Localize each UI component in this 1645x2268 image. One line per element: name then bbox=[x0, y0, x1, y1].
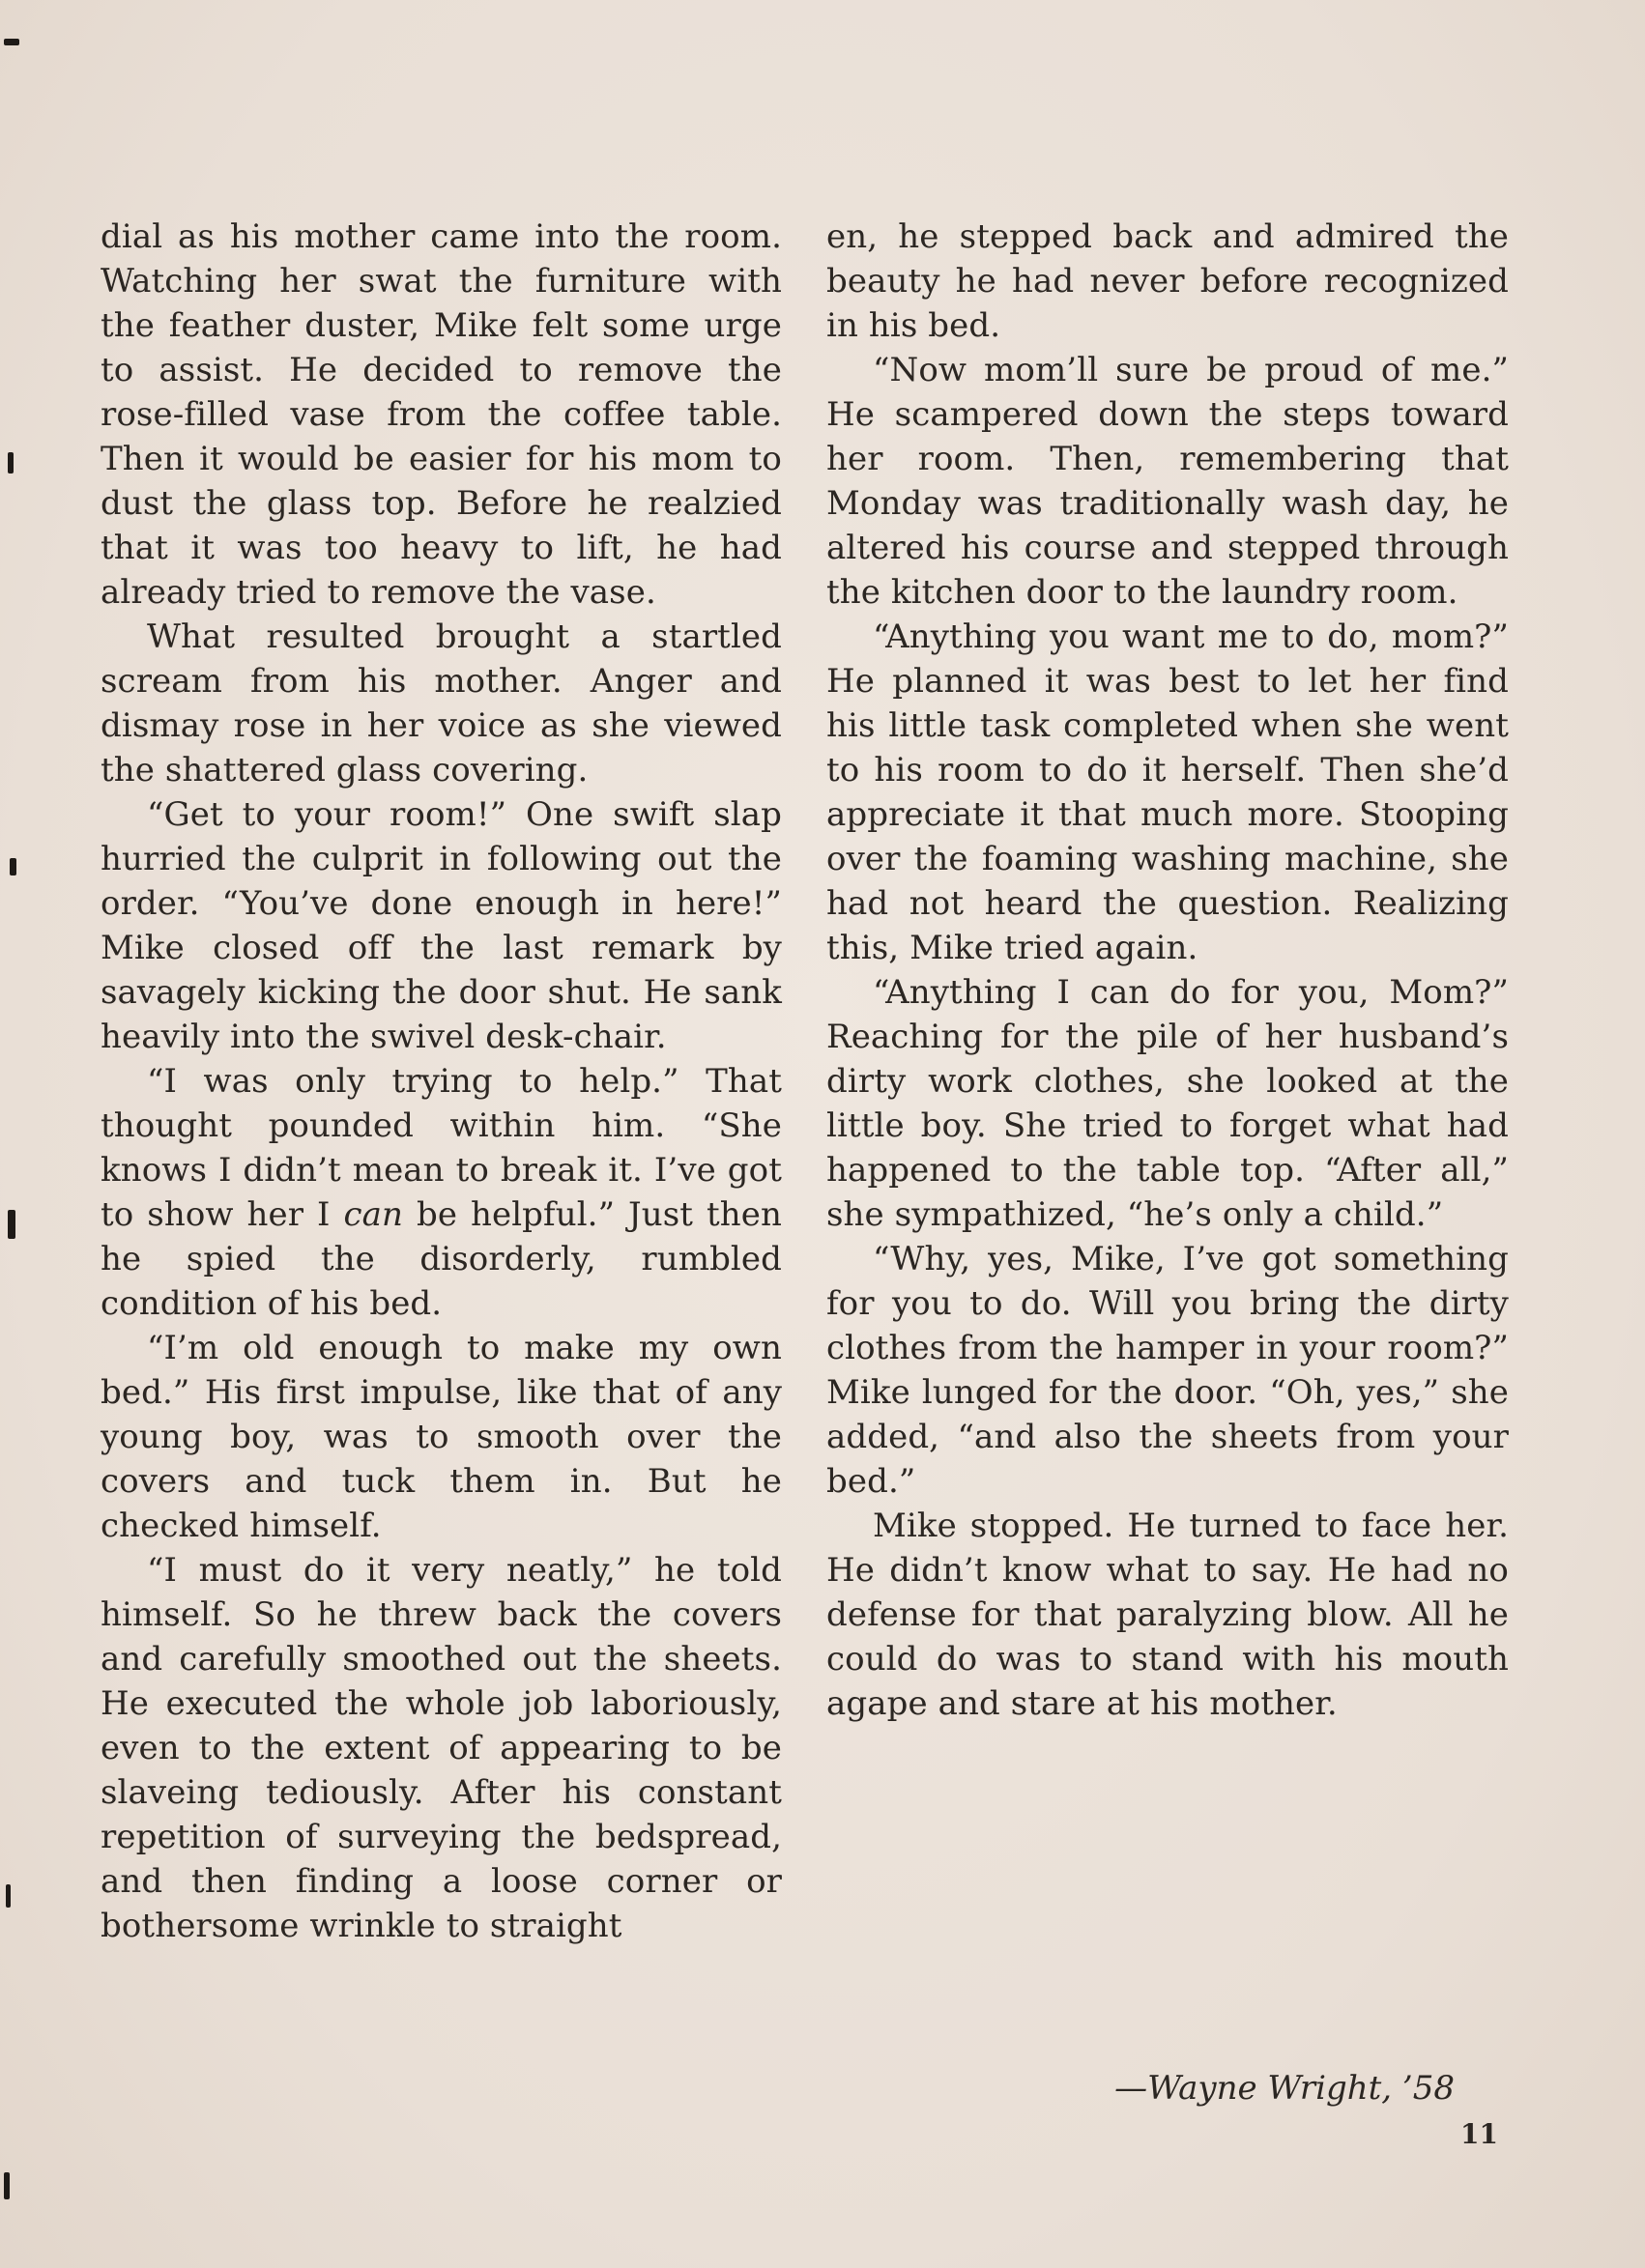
margin-speck bbox=[6, 1884, 11, 1908]
author-byline: —Wayne Wright, ’58 bbox=[1114, 2069, 1455, 2108]
paragraph: Mike stopped. He turned to face her. He didn’t know what to say. He had no defense for that paralyzing blow. All he could do was to stand with his mouth agape and stare at his mother. bbox=[826, 1507, 1509, 1723]
margin-speck bbox=[4, 2172, 10, 2199]
margin-speck bbox=[8, 452, 14, 474]
paragraph-text: “I was only trying to help.” That thought pounded within him. “She knows I didn’t mean to break it. I’ve got to show her I bbox=[101, 1062, 782, 1234]
paragraph: “I must do it very neatly,” he told himself. So he threw back the covers and carefully smoothed out the sheets. He executed the whole job laboriously, even to the extent of appearing to be slaveing tediously. After his constant repetition of surveying the bedspread, and then finding a loose corner or bothersome wrinkle to straight bbox=[101, 1551, 782, 1945]
paragraph: dial as his mother came into the room. Watching her swat the furniture with the feather duster, Mike felt some urge to assist. He decided to remove the rose-filled vase from the coffee table. Then it would be easier for his mom to dust the glass top. Before he realzied that it was too heavy to lift, he had already tried to remove the vase. bbox=[101, 217, 782, 612]
paragraph-text: be helpful.” Just then he spied the disorderly, rumbled condition of his bed. bbox=[101, 1195, 782, 1323]
paragraph: “Why, yes, Mike, I’ve got something for you to do. Will you bring the dirty clothes from the hamper in your room?” Mike lunged for the door. “Oh, yes,” she added, “and also the sheets from your bed.” bbox=[826, 1240, 1509, 1501]
left-column bbox=[101, 215, 782, 1948]
margin-speck bbox=[10, 858, 16, 876]
right-column bbox=[826, 215, 1509, 1726]
margin-speck bbox=[8, 1210, 15, 1239]
paragraph: en, he stepped back and admired the beauty he had never before recognized in his bed. bbox=[826, 217, 1509, 345]
paragraph: “Now mom’ll sure be proud of me.” He scampered down the steps toward her room. Then, remembering that Monday was traditionally wash day, he altered his course and stepped through the kitchen door to the laundry room. bbox=[826, 351, 1509, 612]
emphasized-word: can bbox=[343, 1195, 404, 1234]
paragraph: “Anything you want me to do, mom?” He planned it was best to let her find his little task completed when she went to his room to do it herself. Then she’d appreciate it that much more. Stooping over the foaming washing machine, she had not heard the question. Realizing this, Mike tried again. bbox=[826, 617, 1509, 967]
margin-speck bbox=[4, 39, 19, 45]
paragraph: “Get to your room!” One swift slap hurried the culprit in following out the order. “You’ve done enough in here!” Mike closed off the last remark by savagely kicking the door shut. He sank heavily into the swivel desk-chair. bbox=[101, 795, 782, 1056]
paragraph: “I’m old enough to make my own bed.” His first impulse, like that of any young boy, was to smooth over the covers and tuck them in. But he checked himself. bbox=[101, 1329, 782, 1545]
paragraph: “Anything I can do for you, Mom?” Reaching for the pile of her husband’s dirty work clothes, she looked at the little boy. She tried to forget what had happened to the table top. “After all,” she sympathized, “he’s only a child.” bbox=[826, 973, 1509, 1234]
paragraph bbox=[101, 1059, 782, 1326]
page-number: 11 bbox=[1460, 2118, 1498, 2150]
paragraph: What resulted brought a startled scream from his mother. Anger and dismay rose in her voice as she viewed the shattered glass covering. bbox=[101, 617, 782, 789]
